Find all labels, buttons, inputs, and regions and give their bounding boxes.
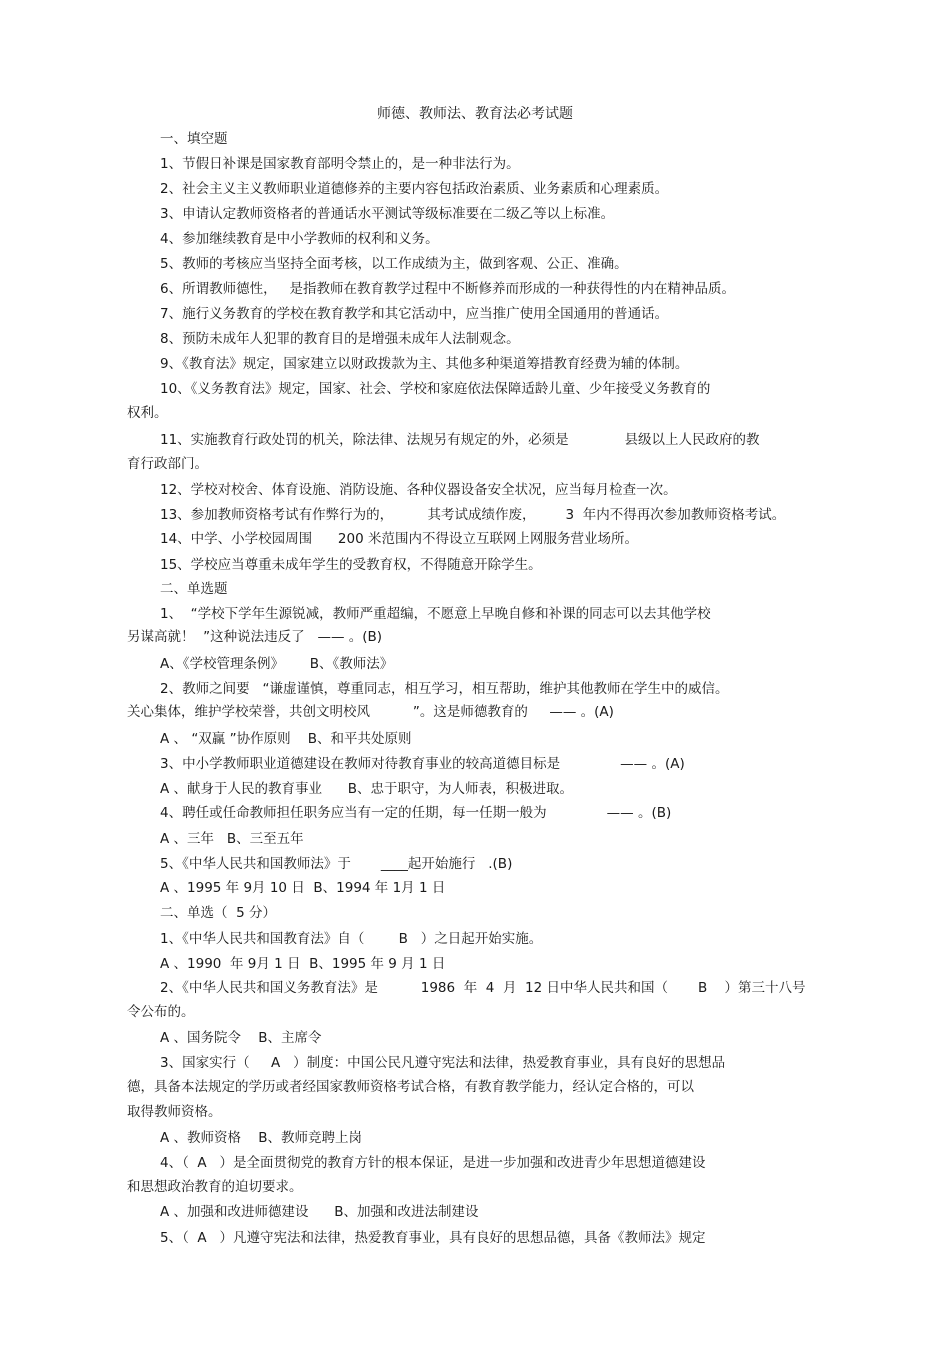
- question-text: 1、节假日补课是国家教育部明令禁止的，是一种非法行为。: [160, 156, 520, 172]
- question-text: 14、中学、小学校园周围 200 米范围内不得设立互联网上网服务营业场所。: [160, 531, 638, 547]
- question-text: 11、实施教育行政处罚的机关，除法律、法规另有规定的外，必须是 县级以上人民政府的教: [160, 432, 760, 448]
- answer-options: A、《学校管理条例》 B、《教师法》: [160, 656, 394, 672]
- answer-options: A 、加强和改进师德建设 B、加强和改进法制建设: [160, 1204, 479, 1220]
- question-text: 4、聘任或任命教师担任职务应当有一定的任期，每一任期一般为 —— 。(B): [160, 805, 672, 821]
- answer-options: A 、1990 年 9月 1 日 B、1995 年 9 月 1 日: [160, 956, 446, 972]
- answer-options: A 、国务院令 B、主席令: [160, 1030, 322, 1046]
- question-text: 1、《中华人民共和国教育法》自（ B ）之日起开始实施。: [160, 931, 543, 947]
- question-text-continued: 育行政部门。: [127, 456, 208, 472]
- question-text: 12、学校对校舍、体育设施、消防设施、各种仪器设备安全状况，应当每月检查一次。: [160, 482, 677, 498]
- section-heading-fill-in: 一、填空题: [160, 131, 228, 147]
- question-text-continued: 关心集体，维护学校荣誉，共创文明校风 ”。这是师德教育的 —— 。(A): [127, 704, 614, 720]
- question-text: 2、教师之间要 “谦虚谨慎，尊重同志，相互学习，相互帮助，维护其他教师在学生中的威信。: [160, 681, 729, 697]
- answer-options: A 、献身于人民的教育事业 B、忠于职守，为人师表，积极进取。: [160, 781, 574, 797]
- question-text: 1、 “学校下学年生源锐减，教师严重超编，不愿意上早晚自修和补课的同志可以去其他学校: [160, 606, 711, 622]
- question-text-continued: 另谋高就！ ”这种说法违反了 —— 。(B): [127, 629, 383, 645]
- answer-options: A 、 “双赢 ”协作原则 B、和平共处原则: [160, 731, 412, 747]
- question-text: 5、《中华人民共和国教师法》于 ____起开始施行 .(B): [160, 856, 513, 872]
- question-text: 13、参加教师资格考试有作弊行为的， 其考试成绩作废， 3 年内不得再次参加教师资格考试。: [160, 507, 786, 523]
- question-text: 8、预防未成年人犯罪的教育目的是增强未成年人法制观念。: [160, 331, 520, 347]
- question-text-continued: 令公布的。: [127, 1004, 195, 1020]
- question-text: 9、《教育法》规定，国家建立以财政拨款为主、其他多种渠道筹措教育经费为辅的体制。: [160, 356, 689, 372]
- question-text: 2、《中华人民共和国义务教育法》是 1986 年 4 月 12 日中华人民共和国（ B ）第三十八号: [160, 980, 806, 996]
- document-title: 师德、教师法、教育法必考试题: [377, 106, 573, 122]
- question-text-continued: 取得教师资格。: [127, 1104, 222, 1120]
- question-text: 7、施行义务教育的学校在教育教学和其它活动中，应当推广使用全国通用的普通话。: [160, 306, 669, 322]
- question-text: 5、（ A ）凡遵守宪法和法律，热爱教育事业，具有良好的思想品德，具备《教师法》规定: [160, 1230, 706, 1246]
- question-text: 4、（ A ）是全面贯彻党的教育方针的根本保证，是进一步加强和改进青少年思想道德建设: [160, 1155, 706, 1171]
- question-text: 2、社会主义主义教师职业道德修养的主要内容包括政治素质、业务素质和心理素质。: [160, 181, 669, 197]
- section-heading-single-choice: 二、单选题: [160, 581, 228, 597]
- question-text: 6、所谓教师德性， 是指教师在教育教学过程中不断修养而形成的一种获得性的内在精神品质。: [160, 281, 735, 297]
- answer-options: A 、1995 年 9月 10 日 B、1994 年 1月 1 日: [160, 880, 446, 896]
- question-text-continued: 德，具备本法规定的学历或者经国家教师资格考试合格，有教育教学能力，经认定合格的，可以: [127, 1079, 694, 1095]
- question-text: 15、学校应当尊重未成年学生的受教育权，不得随意开除学生。: [160, 557, 542, 573]
- question-text: 4、参加继续教育是中小学教师的权利和义务。: [160, 231, 439, 247]
- question-text: 3、国家实行（ A ）制度：中国公民凡遵守宪法和法律，热爱教育事业，具有良好的思想品: [160, 1055, 726, 1071]
- answer-options: A 、三年 B、三至五年: [160, 831, 304, 847]
- question-text: 10、《义务教育法》规定，国家、社会、学校和家庭依法保障适龄儿童、少年接受义务教育的: [160, 381, 711, 397]
- question-text: 5、教师的考核应当坚持全面考核，以工作成绩为主，做到客观、公正、准确。: [160, 256, 628, 272]
- question-text-continued: 权利。: [127, 405, 168, 421]
- section-heading-single-choice-5pts: 二、单选（ 5 分）: [160, 905, 276, 921]
- question-text: 3、申请认定教师资格者的普通话水平测试等级标准要在二级乙等以上标准。: [160, 206, 615, 222]
- question-text-continued: 和思想政治教育的迫切要求。: [127, 1179, 303, 1195]
- answer-options: A 、教师资格 B、教师竞聘上岗: [160, 1130, 362, 1146]
- question-text: 3、中小学教师职业道德建设在教师对待教育事业的较高道德目标是 —— 。(A): [160, 756, 685, 772]
